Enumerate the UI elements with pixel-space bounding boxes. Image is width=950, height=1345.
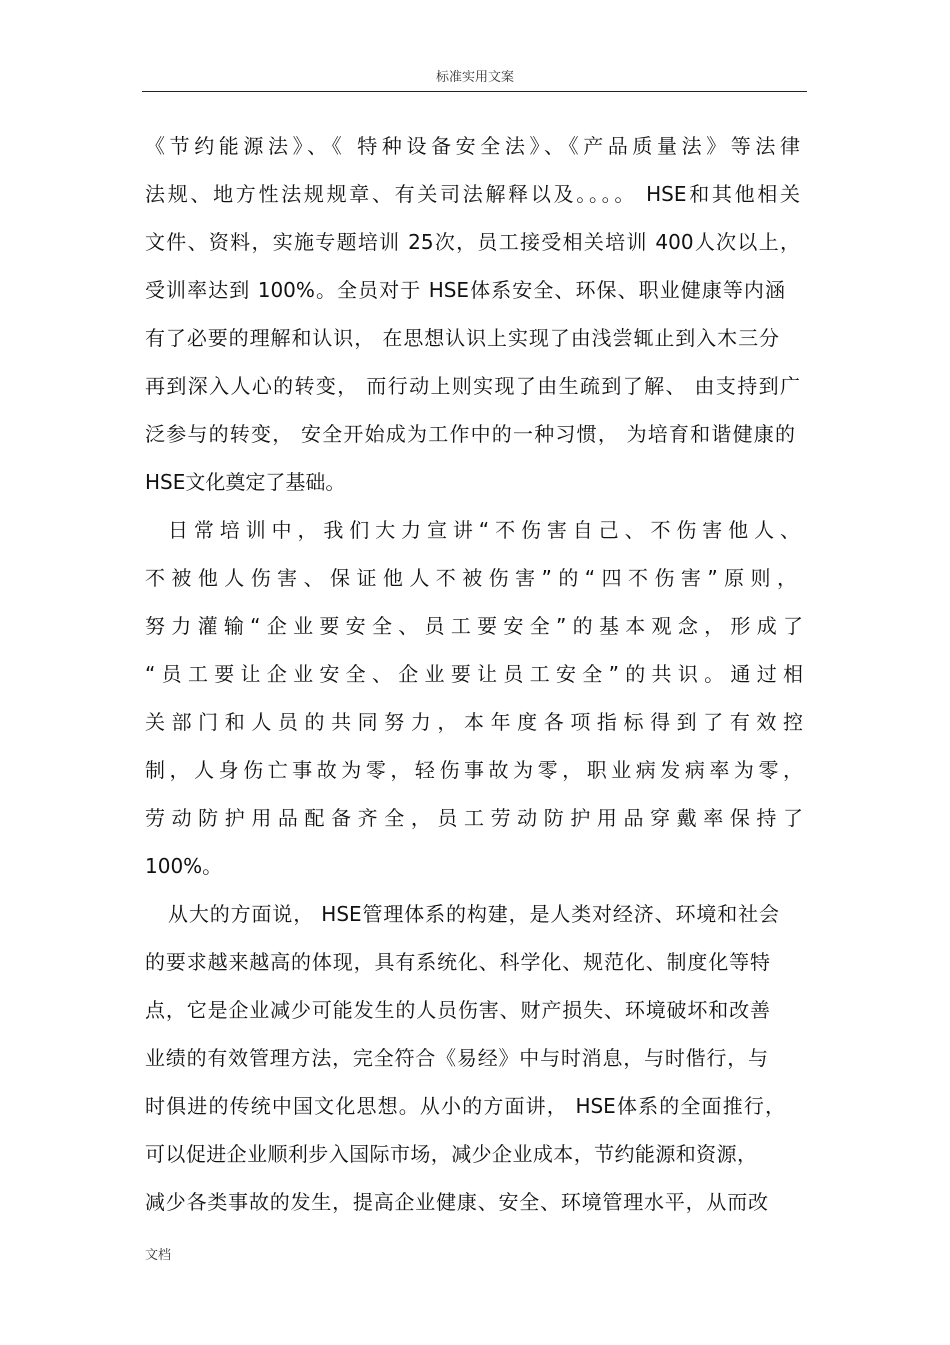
page-footer: 文档 <box>145 1248 172 1263</box>
text-line: 劳动防护用品配备齐全，员工劳动防护用品穿戴率保持了 <box>145 806 803 830</box>
page-header: 标准实用文案 <box>435 70 514 85</box>
text-line: 时俱进的传统中国文化思想。从小的方面讲， HSE体系的全面推行， <box>145 1094 785 1118</box>
text-line: 受训率达到 100%。全员对于 HSE体系安全、环保、职业健康等内涵 <box>145 278 785 302</box>
text-line: 有了必要的理解和认识， 在思想认识上实现了由浅尝辄止到入木三分 <box>145 326 779 350</box>
text-line: 100%。 <box>145 854 223 878</box>
text-line: 业绩的有效管理方法，完全符合《易经》中与时消息，与时偕行，与 <box>145 1046 768 1070</box>
text-line: 努力灌输“企业要安全、员工要安全”的基本观念，形成了 <box>145 614 803 638</box>
text-line: 日常培训中，我们大力宣讲“不伤害自己、不伤害他人、 <box>168 518 800 542</box>
text-line: 减少各类事故的发生，提高企业健康、安全、环境管理水平，从而改 <box>145 1190 768 1214</box>
text-line: HSE文化奠定了基础。 <box>145 470 346 494</box>
text-line: 再到深入人心的转变， 而行动上则实现了由生疏到了解、 由支持到广 <box>145 374 800 398</box>
text-line: 不被他人伤害、保证他人不被伤害”的“四不伤害”原则， <box>145 566 797 590</box>
text-line: 制，人身伤亡事故为零，轻伤事故为零，职业病发病率为零， <box>145 758 803 782</box>
text-line: 关部门和人员的共同努力，本年度各项指标得到了有效控 <box>145 710 803 734</box>
text-line: 可以促进企业顺利步入国际市场，减少企业成本，节约能源和资源， <box>145 1142 757 1166</box>
text-line: 点，它是企业减少可能发生的人员伤害、财产损失、环境破坏和改善 <box>145 998 770 1022</box>
text-line: 泛参与的转变， 安全开始成为工作中的一种习惯， 为培育和谐健康的 <box>145 422 795 446</box>
text-line: 的要求越来越高的体现，具有系统化、科学化、规范化、制度化等特 <box>145 950 770 974</box>
text-line: 《节约能源法》、《 特种设备安全法》、《产品质量法》等法律 <box>145 134 800 158</box>
text-line: 文件、资料，实施专题培训 25次，员工接受相关培训 400人次以上， <box>145 230 800 254</box>
text-line: 法规、地方性法规规章、有关司法解释以及。。。。 HSE和其他相关 <box>145 182 800 206</box>
text-line: “员工要让企业安全、企业要让员工安全”的共识。通过相 <box>145 662 803 686</box>
text-line: 从大的方面说， HSE管理体系的构建，是人类对经济、环境和社会 <box>168 902 779 926</box>
